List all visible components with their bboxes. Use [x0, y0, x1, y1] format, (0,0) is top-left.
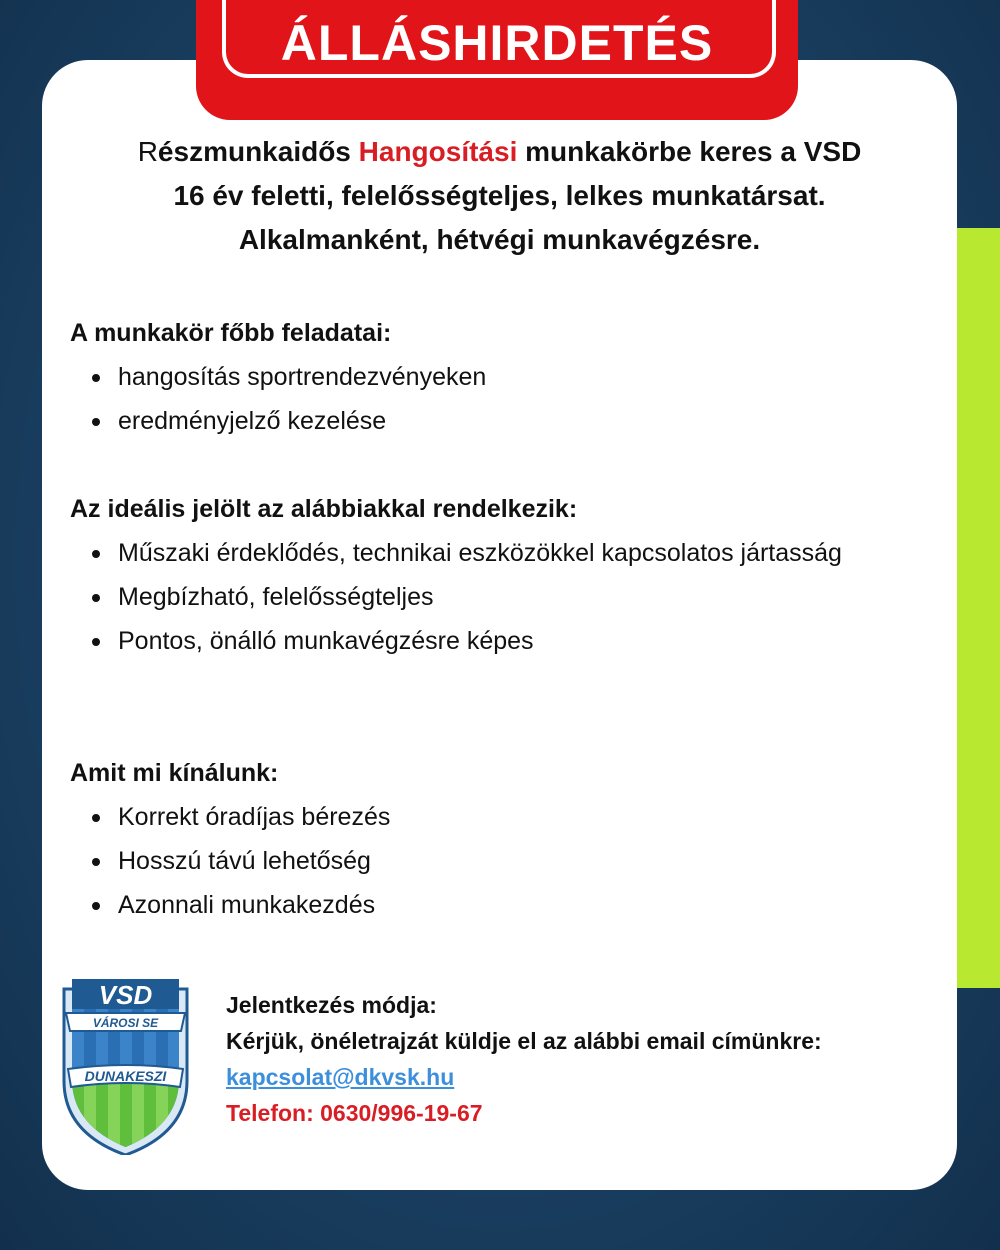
contact-heading: Jelentkezés módja: [226, 992, 437, 1018]
logo-middle-text: VÁROSI SE [92, 1016, 159, 1030]
intro-line-2: 16 év feletti, felelősségteljes, lelkes munkatársat. [173, 180, 826, 211]
list-item: Műszaki érdeklődés, technikai eszközökkel kapcsolatos jártasság [70, 531, 920, 575]
logo-bottom-text: DUNAKESZI [84, 1068, 167, 1084]
logo-top-text: VSD [98, 980, 153, 1010]
task-list [70, 355, 920, 443]
title-banner [196, 0, 798, 120]
tasks-section [70, 311, 920, 443]
email-link[interactable]: kapcsolat@dkvsk.hu [226, 1064, 455, 1090]
offer-list [70, 795, 920, 927]
position-highlight: Hangosítási [358, 136, 518, 167]
contact-text: Kérjük, önéletrajzát küldje el az alábbi email címünkre: [226, 1028, 822, 1054]
page-title: ÁLLÁSHIRDETÉS [280, 15, 714, 71]
list-item: Azonnali munkakezdés [70, 883, 920, 927]
list-item: hangosítás sportrendezvényeken [70, 355, 920, 399]
requirements-list [70, 531, 920, 663]
list-item: eredményjelző kezelése [70, 399, 920, 443]
intro-line-1: Részmunkaidős Hangosítási munkakörbe keres a VSD [137, 136, 862, 167]
section-heading: Az ideális jelölt az alábbiakkal rendelkezik: [70, 495, 578, 523]
list-item: Korrekt óradíjas bérezés [70, 795, 920, 839]
list-item: Pontos, önálló munkavégzésre képes [70, 619, 920, 663]
vsd-club-logo [58, 975, 193, 1155]
section-heading: Amit mi kínálunk: [70, 759, 279, 787]
list-item: Hosszú távú lehetőség [70, 839, 920, 883]
requirements-section [70, 487, 920, 663]
offer-section [70, 751, 920, 927]
intro-line-3: Alkalmanként, hétvégi munkavégzésre. [238, 224, 761, 255]
section-heading: A munkakör főbb feladatai: [70, 319, 392, 347]
contact-block [226, 987, 822, 1131]
phone-number: Telefon: 0630/996-19-67 [226, 1100, 483, 1126]
intro-text [42, 130, 957, 262]
list-item: Megbízható, felelősségteljes [70, 575, 920, 619]
